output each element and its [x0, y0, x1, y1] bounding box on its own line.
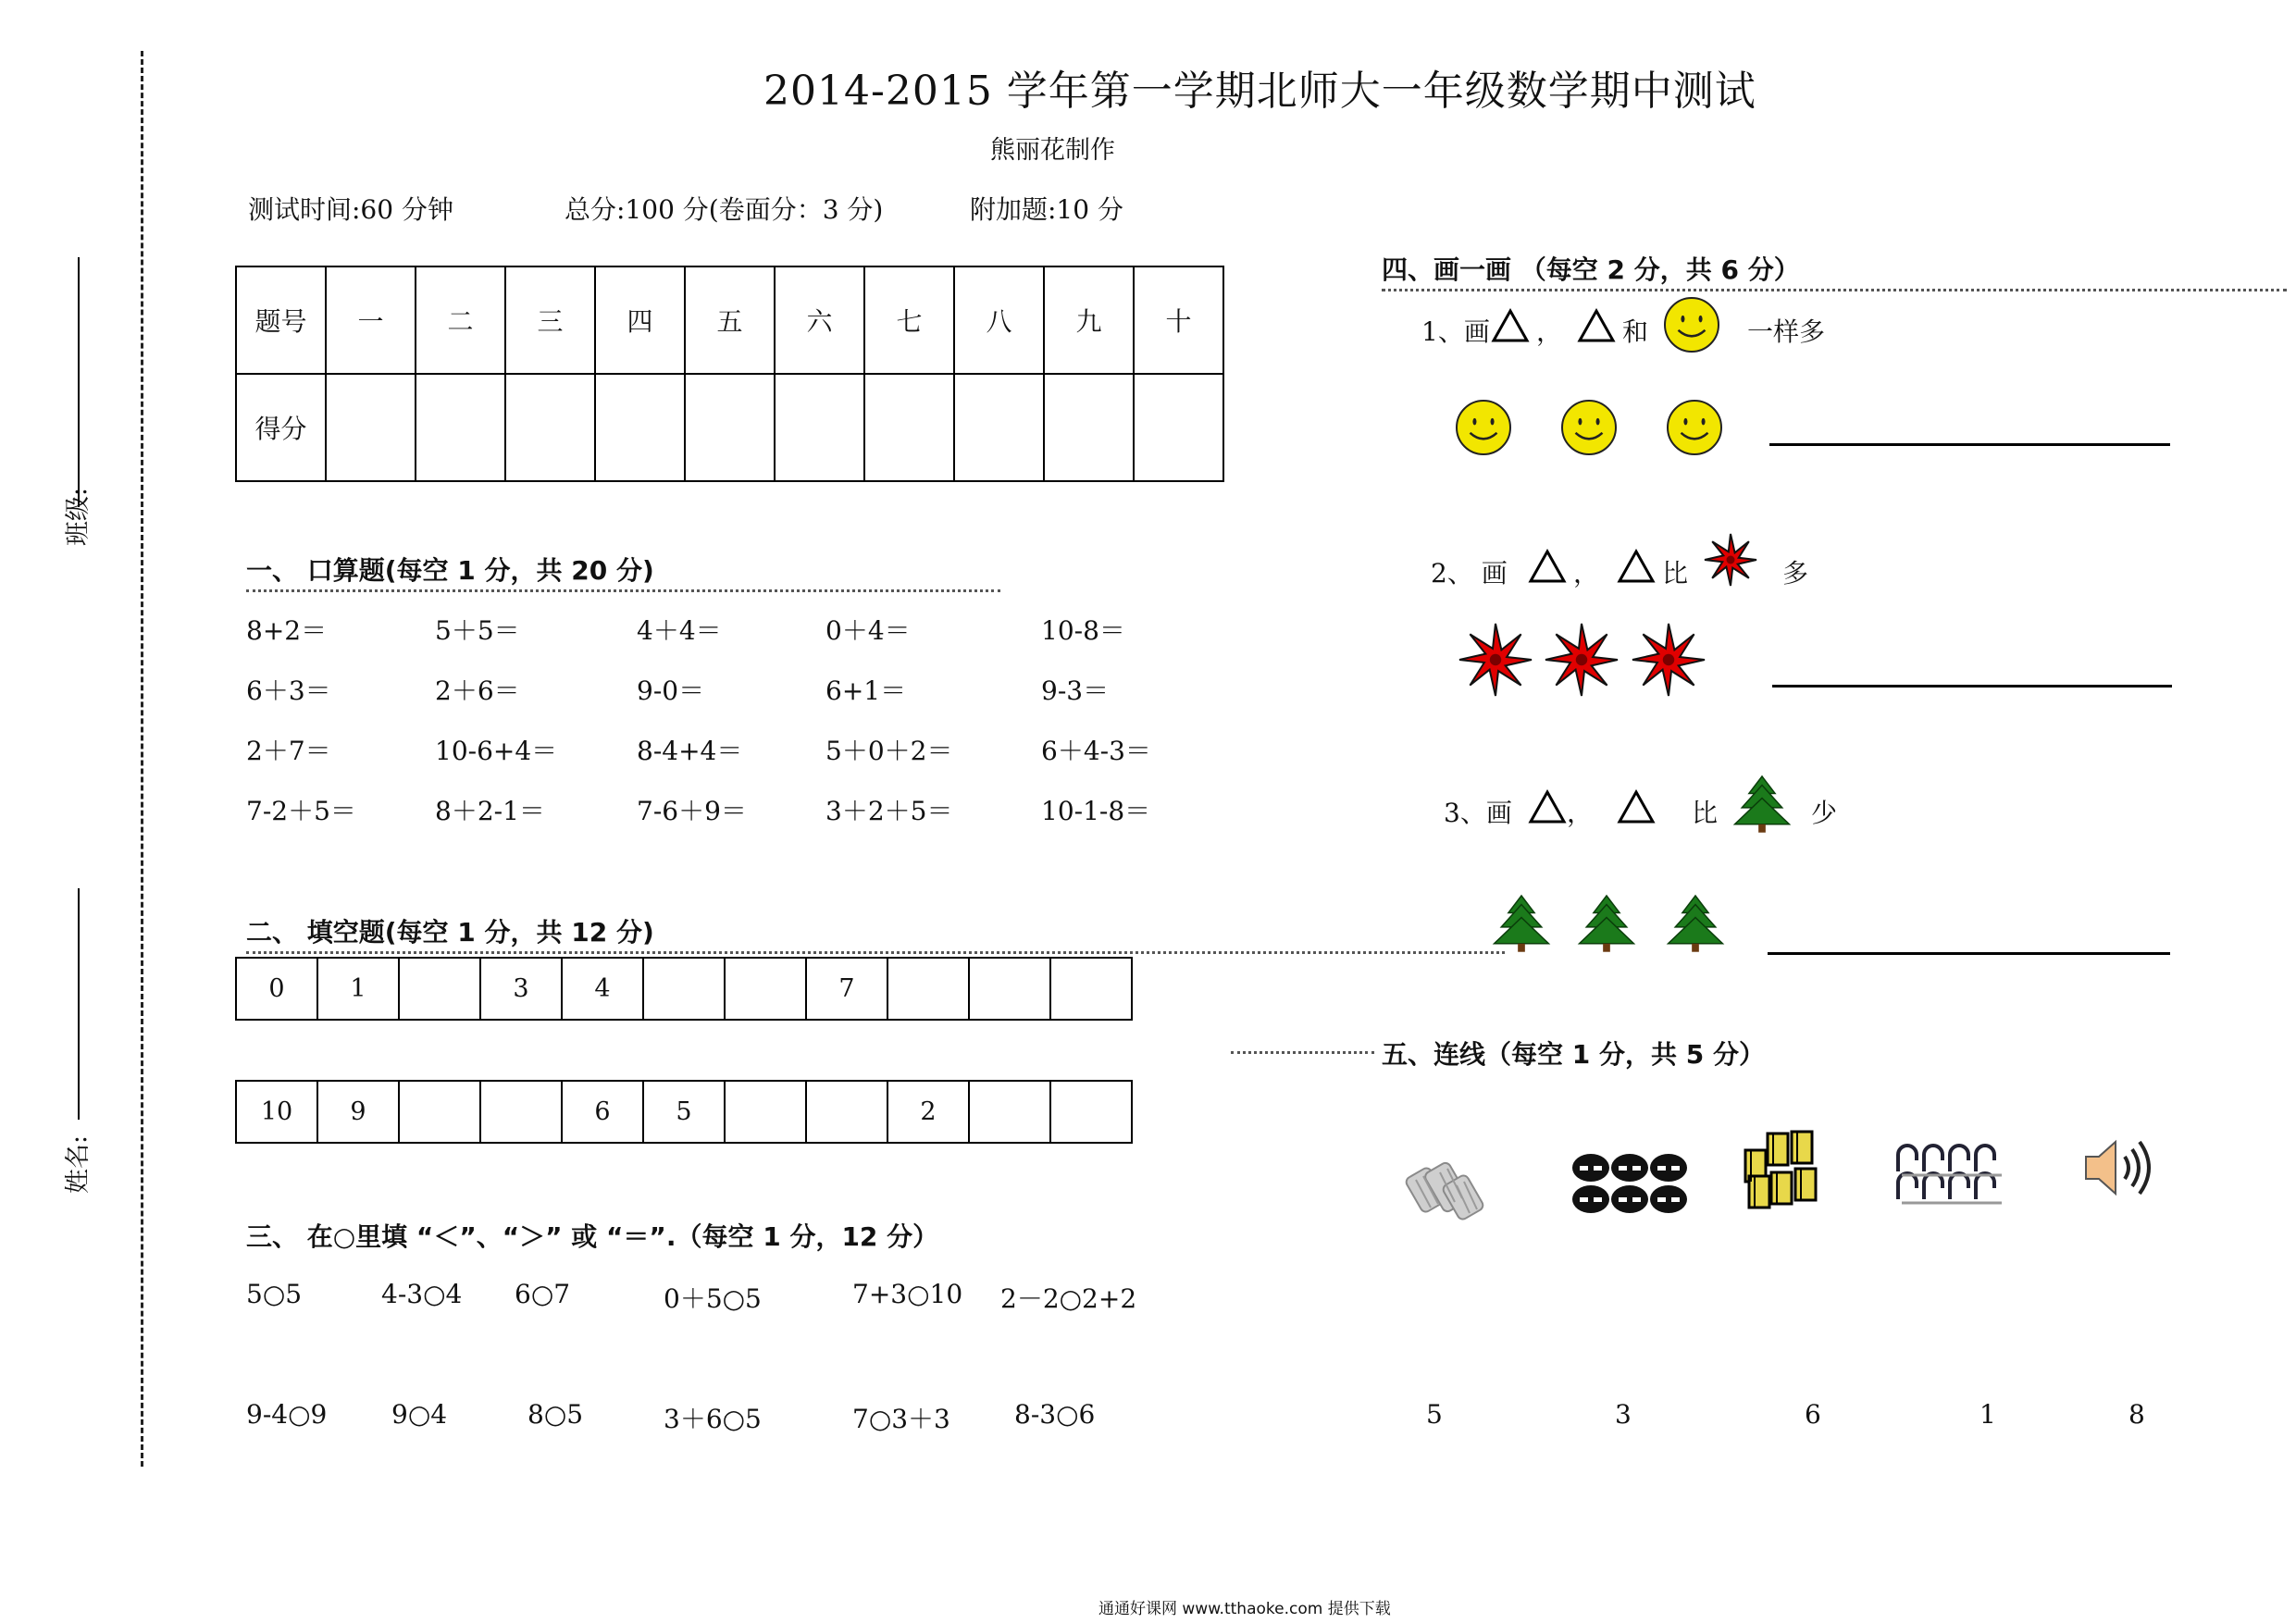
comparison-problem: 0＋5○5 — [664, 1283, 762, 1314]
sequence-row-descending — [235, 1080, 1133, 1144]
page-title: 2014-2015 学年第一学期北师大一年级数学期中测试 — [763, 68, 1756, 115]
smiley-icon — [1560, 399, 1618, 456]
arithmetic-problem: 8+2＝ — [246, 615, 328, 646]
arithmetic-problem: 8-4+4＝ — [637, 736, 743, 766]
score-header-row — [236, 266, 1223, 374]
comparison-problem: 8-3○6 — [1014, 1399, 1096, 1430]
col-6: 六 — [775, 266, 864, 374]
score-cell[interactable] — [505, 374, 595, 481]
match-number: 5 — [1426, 1399, 1443, 1430]
arithmetic-problem: 10-8＝ — [1041, 615, 1125, 646]
q3-comma: ， — [1567, 798, 1594, 828]
sequence-blank-cell[interactable] — [480, 1081, 562, 1143]
col-3: 三 — [505, 266, 595, 374]
footer: 通通好课网 www.tthaoke.com 提供下载 — [1098, 1600, 1391, 1618]
arithmetic-problem: 9-3＝ — [1041, 675, 1110, 706]
speaker-icon — [2082, 1134, 2154, 1201]
arithmetic-problem: 3＋2＋5＝ — [825, 796, 953, 826]
smiley-icon — [1666, 399, 1723, 456]
score-cell[interactable] — [595, 374, 685, 481]
section4-heading — [1382, 250, 2287, 291]
arithmetic-problem: 6+1＝ — [825, 675, 907, 706]
test-time: 测试时间:60 分钟 — [248, 194, 453, 225]
sequence-row-ascending — [235, 957, 1133, 1021]
tree-icon — [1492, 894, 1551, 953]
sequence-cell: 0 — [236, 958, 317, 1020]
sequence-blank-cell[interactable] — [1050, 958, 1132, 1020]
comparison-problem: 9○4 — [391, 1399, 448, 1430]
score-cell[interactable] — [685, 374, 775, 481]
comparison-problem: 7+3○10 — [852, 1279, 963, 1309]
smiley-icon — [1663, 296, 1720, 353]
comparison-problem: 6○7 — [515, 1279, 571, 1309]
arithmetic-problem: 9-0＝ — [637, 675, 705, 706]
sequence-blank-cell[interactable] — [643, 958, 725, 1020]
arithmetic-problem: 5＋5＝ — [435, 615, 520, 646]
sequence-blank-cell[interactable] — [887, 958, 969, 1020]
smiley-icon — [1455, 399, 1512, 456]
sequence-blank-cell[interactable] — [969, 1081, 1050, 1143]
sequence-blank-cell[interactable] — [725, 1081, 806, 1143]
arithmetic-problem: 7-6＋9＝ — [637, 796, 747, 826]
arithmetic-problem: 4＋4＝ — [637, 615, 722, 646]
tree-icon — [1666, 894, 1725, 953]
author: 熊丽花制作 — [990, 136, 1115, 165]
sequence-cell: 9 — [317, 1081, 399, 1143]
sequence-cell: 2 — [887, 1081, 969, 1143]
q1-answer-blank[interactable] — [1769, 443, 2170, 446]
col-10: 十 — [1134, 266, 1223, 374]
flower-icon — [1458, 622, 1533, 698]
match-number: 3 — [1615, 1399, 1632, 1430]
section2-heading — [246, 912, 1505, 954]
class-field — [57, 488, 93, 546]
section1-heading — [246, 551, 1000, 592]
col-2: 二 — [416, 266, 505, 374]
q3-compare: 比 — [1692, 798, 1719, 828]
match-number: 8 — [2128, 1399, 2145, 1430]
arithmetic-problem: 6＋4-3＝ — [1041, 736, 1151, 766]
q2-compare: 比 — [1662, 558, 1689, 588]
match-number: 6 — [1805, 1399, 1821, 1430]
sequence-cell: 3 — [480, 958, 562, 1020]
arithmetic-problem: 8＋2-1＝ — [435, 796, 545, 826]
q2-suffix: 多 — [1782, 558, 1809, 588]
section2-heading-text: 二、 填空题(每空 1 分，共 12 分) — [246, 917, 654, 948]
sequence-blank-cell[interactable] — [399, 958, 480, 1020]
q2-comma: ， — [1573, 558, 1600, 588]
triangle-icon — [1492, 309, 1529, 342]
score-cell[interactable] — [1044, 374, 1134, 481]
arithmetic-problem: 5＋0＋2＝ — [825, 736, 953, 766]
triangle-icon — [1618, 550, 1655, 583]
q1-prefix: 1、画 — [1421, 316, 1490, 347]
section5-leader-dots — [1231, 1051, 1374, 1054]
sequence-blank-cell[interactable] — [969, 958, 1050, 1020]
sequence-cell: 4 — [562, 958, 643, 1020]
arithmetic-problem: 7-2＋5＝ — [246, 796, 356, 826]
book-group-icon — [1740, 1130, 1831, 1213]
col-4: 四 — [595, 266, 685, 374]
sequence-cell: 10 — [236, 1081, 317, 1143]
score-value-row — [236, 374, 1223, 481]
score-cell[interactable] — [1134, 374, 1223, 481]
col-1: 一 — [326, 266, 416, 374]
hook-group-icon — [1891, 1144, 2017, 1208]
extra-score: 附加题:10 分 — [970, 194, 1123, 225]
sequence-blank-cell[interactable] — [725, 958, 806, 1020]
score-label: 得分 — [236, 374, 326, 481]
comparison-problem: 7○3＋3 — [852, 1404, 950, 1434]
triangle-icon — [1529, 550, 1566, 583]
sequence-blank-cell[interactable] — [399, 1081, 480, 1143]
sequence-cell: 6 — [562, 1081, 643, 1143]
comparison-problem: 8○5 — [527, 1399, 584, 1430]
flower-icon — [1544, 622, 1620, 698]
binding-line — [141, 51, 143, 1467]
score-cell[interactable] — [864, 374, 954, 481]
sequence-blank-cell[interactable] — [806, 1081, 887, 1143]
tree-icon — [1732, 774, 1792, 834]
sequence-cell: 1 — [317, 958, 399, 1020]
q1-suffix: 一样多 — [1747, 316, 1826, 347]
score-cell[interactable] — [416, 374, 505, 481]
section5-heading: 五、连线（每空 1 分，共 5 分） — [1382, 1039, 1765, 1070]
header-label: 题号 — [236, 266, 326, 374]
sequence-cell: 5 — [643, 1081, 725, 1143]
bun-group-icon — [1570, 1151, 1693, 1218]
comparison-problem: 3＋6○5 — [664, 1404, 762, 1434]
triangle-icon — [1529, 790, 1566, 824]
class-blank — [78, 257, 80, 507]
name-field — [57, 1135, 93, 1194]
tree-icon — [1577, 894, 1636, 953]
flower-icon — [1703, 532, 1758, 588]
total-score: 总分:100 分(卷面分：3 分) — [565, 194, 884, 225]
arithmetic-problem: 0＋4＝ — [825, 615, 911, 646]
q1-comma: ， — [1536, 316, 1563, 347]
sequence-blank-cell[interactable] — [1050, 1081, 1132, 1143]
gear-group-icon — [1403, 1152, 1496, 1231]
name-label: 姓名: — [64, 1134, 93, 1194]
score-cell[interactable] — [775, 374, 864, 481]
comparison-problem: 5○5 — [246, 1279, 303, 1309]
score-table — [235, 266, 1224, 482]
arithmetic-problem: 10-1-8＝ — [1041, 796, 1151, 826]
match-number: 1 — [1980, 1399, 1996, 1430]
section3-heading: 三、 在○里填 “＜”、“＞” 或 “＝”.（每空 1 分，12 分） — [246, 1221, 939, 1252]
q3-suffix: 少 — [1811, 798, 1838, 828]
q3-answer-blank[interactable] — [1768, 952, 2170, 955]
comparison-problem: 4-3○4 — [381, 1279, 463, 1309]
comparison-problem: 2－2○2+2 — [1000, 1283, 1137, 1314]
section4-heading-text: 四、画一画 （每空 2 分，共 6 分） — [1382, 254, 1800, 285]
q3-prefix: 3、画 — [1444, 798, 1512, 828]
section1-heading-text: 一、 口算题(每空 1 分，共 20 分) — [246, 555, 654, 586]
q1-and: 和 — [1622, 316, 1649, 347]
sequence-cell: 7 — [806, 958, 887, 1020]
arithmetic-problem: 10-6+4＝ — [435, 736, 558, 766]
class-label: 班级: — [64, 487, 93, 546]
arithmetic-problem: 2＋6＝ — [435, 675, 520, 706]
name-blank — [78, 888, 80, 1120]
flower-icon — [1631, 622, 1706, 698]
arithmetic-problem: 2＋7＝ — [246, 736, 331, 766]
q2-answer-blank[interactable] — [1772, 685, 2172, 688]
q2-prefix: 2、 画 — [1431, 558, 1508, 588]
arithmetic-problem: 6＋3＝ — [246, 675, 331, 706]
triangle-icon — [1618, 790, 1655, 824]
comparison-problem: 9-4○9 — [246, 1399, 328, 1430]
col-5: 五 — [685, 266, 775, 374]
col-8: 八 — [954, 266, 1044, 374]
triangle-icon — [1578, 309, 1615, 342]
score-cell[interactable] — [326, 374, 416, 481]
score-cell[interactable] — [954, 374, 1044, 481]
col-7: 七 — [864, 266, 954, 374]
col-9: 九 — [1044, 266, 1134, 374]
